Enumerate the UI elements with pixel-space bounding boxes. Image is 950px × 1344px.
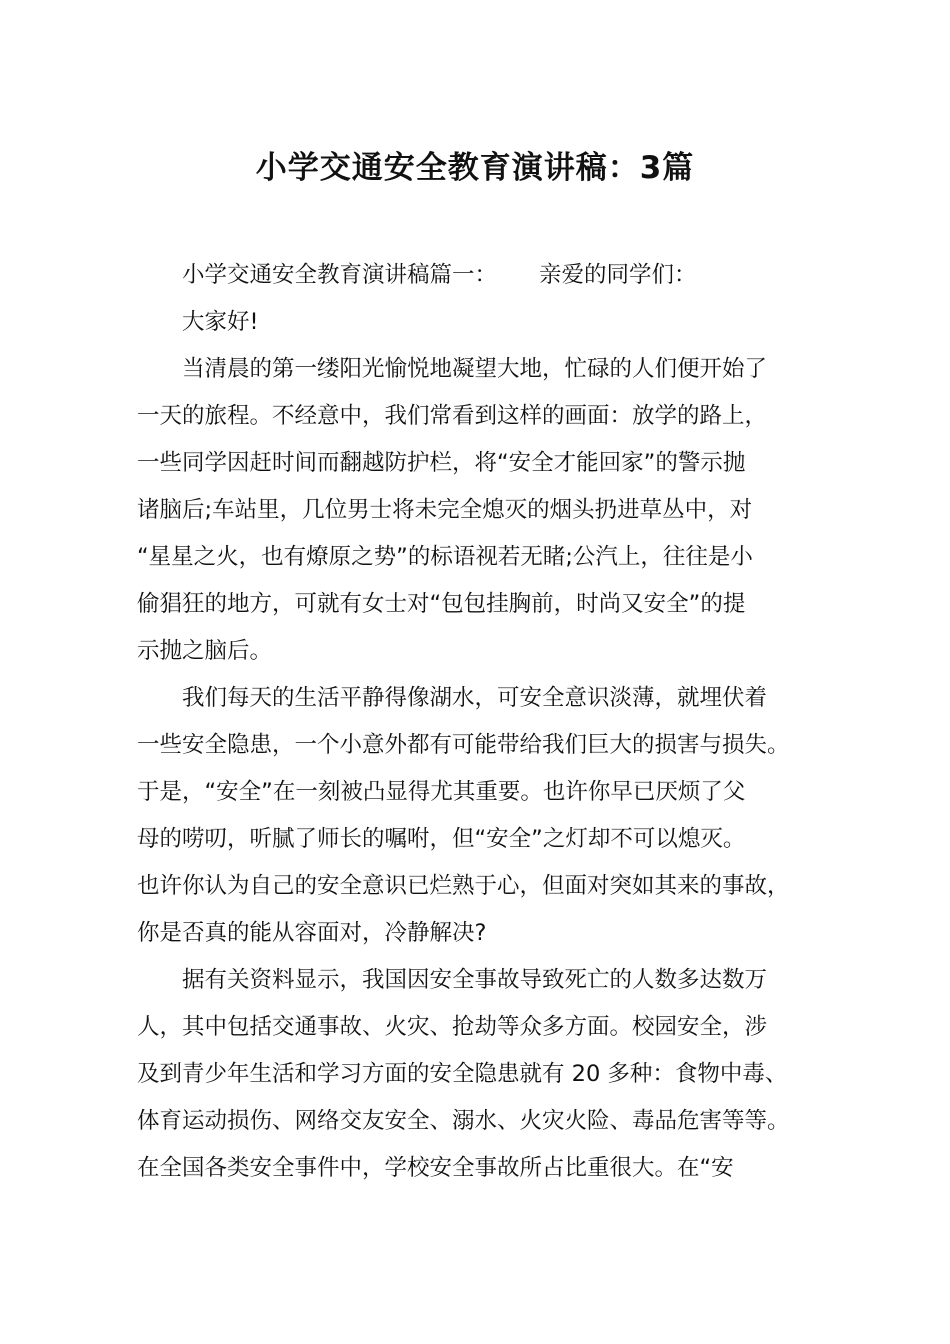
text-line: 一天的旅程。不经意中，我们常看到这样的画面：放学的路上， <box>137 403 768 429</box>
text-line: “星星之火，也有燎原之势”的标语视若无睹;公汽上，往往是小 <box>137 544 753 570</box>
salutation: 亲爱的同学们： <box>539 262 697 288</box>
text-line: 示抛之脑后。 <box>137 638 273 664</box>
text-line: 你是否真的能从容面对，冷静解决? <box>137 920 487 946</box>
text-line: 一些安全隐患，一个小意外都有可能带给我们巨大的损害与损失。 <box>137 732 790 758</box>
document-title: 小学交通安全教育演讲稿：3篇 <box>255 150 695 186</box>
text-line: 一些同学因赶时间而翻越防护栏，将“安全才能回家”的警示抛 <box>137 450 746 476</box>
text-line: 我们每天的生活平静得像湖水，可安全意识淡薄，就埋伏着 <box>182 685 768 711</box>
text-line: 体育运动损伤、网络交友安全、溺水、火灾火险、毒品危害等等。 <box>137 1108 790 1134</box>
opening-line <box>137 252 827 299</box>
text-line: 母的唠叨，听腻了师长的嘱咐，但“安全”之灯却不可以熄灭。 <box>137 826 746 852</box>
document-body <box>137 252 827 1192</box>
text-line: 当清晨的第一缕阳光愉悦地凝望大地，忙碌的人们便开始了 <box>182 356 768 382</box>
section-heading: 小学交通安全教育演讲稿篇一： <box>182 262 498 288</box>
text-line: 及到青少年生活和学习方面的安全隐患就有 20 多种：食物中毒、 <box>137 1061 788 1087</box>
text-line: 大家好! <box>182 309 259 335</box>
text-line: 人，其中包括交通事故、火灾、抢劫等众多方面。校园安全，涉 <box>137 1014 768 1040</box>
text-line: 偷猖狂的地方，可就有女士对“包包挂胸前，时尚又安全”的提 <box>137 591 746 617</box>
text-line: 于是，“安全”在一刻被凸显得尤其重要。也许你早已厌烦了父 <box>137 779 746 805</box>
text-line: 据有关资料显示，我国因安全事故导致死亡的人数多达数万 <box>182 967 768 993</box>
text-line: 诸脑后;车站里，几位男士将未完全熄灭的烟头扔进草丛中，对 <box>137 497 753 523</box>
text-line: 在全国各类安全事件中，学校安全事故所占比重很大。在“安 <box>137 1155 734 1181</box>
text-line: 也许你认为自己的安全意识已烂熟于心，但面对突如其来的事故， <box>137 873 790 899</box>
